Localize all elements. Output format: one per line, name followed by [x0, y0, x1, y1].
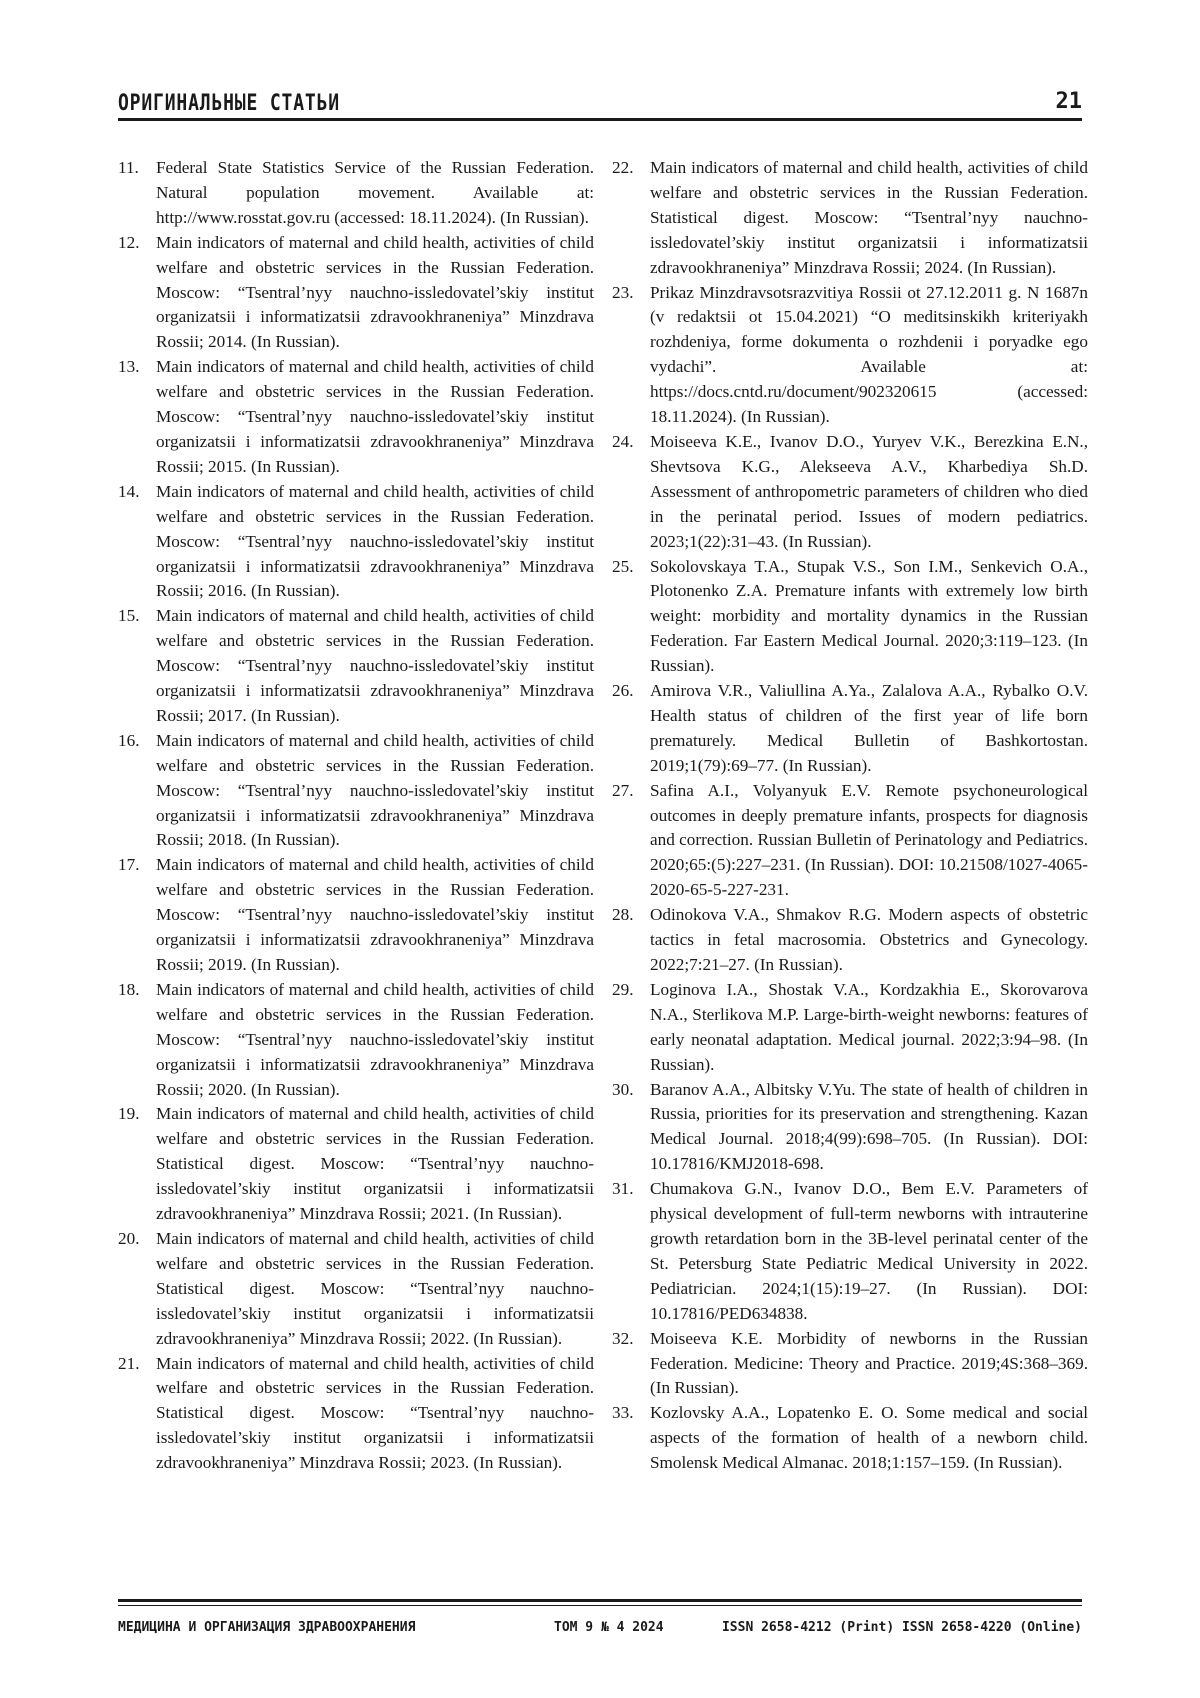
reference-item — [118, 1102, 594, 1227]
reference-item — [118, 480, 594, 605]
reference-item — [612, 1177, 1088, 1326]
reference-text: Main indicators of maternal and child health, activities of child welfare and obstetric services in the Russian Federation. Moscow: “Tsentral’nyy nauchno-issledovatel’skiy institut organizatsii i informatizatsii zdravookhraneniya” Minzdrava Rossii; 2017. (In Russian). — [156, 606, 594, 725]
references-left-column — [118, 156, 594, 1476]
reference-number: 23. — [612, 282, 634, 302]
reference-number: 30. — [612, 1079, 634, 1099]
reference-text: Odinokova V.A., Shmakov R.G. Modern aspects of obstetric tactics in fetal macrosomia. Obstetrics and Gynecology. 2022;7:21–27. (In Russian). — [650, 905, 1088, 974]
reference-text: Safina A.I., Volyanyuk E.V. Remote psychoneurological outcomes in deeply premature infants, prospects for diagnosis and correction. Russian Bulletin of Perinatology and Pediatrics. 2020;65:(5):227–231. (In Russian). DOI: 10.21508/1027-4065-2020-65-5-227-231. — [650, 780, 1088, 900]
reference-item — [612, 679, 1088, 779]
reference-item — [612, 555, 1088, 680]
reference-item — [118, 853, 594, 978]
reference-item — [612, 156, 1088, 281]
references-right-column — [612, 156, 1088, 1476]
reference-item — [612, 978, 1088, 1078]
reference-item — [118, 729, 594, 854]
reference-text: Kozlovsky A.A., Lopatenko E. O. Some medical and social aspects of the formation of health of a newborn child. Smolensk Medical Almanac. 2018;1:157–159. (In Russian). — [650, 1403, 1088, 1473]
footer-rule-thin — [118, 1605, 1082, 1606]
reference-number: 22. — [612, 158, 634, 177]
reference-number: 26. — [612, 681, 634, 701]
reference-number: 24. — [612, 431, 634, 451]
reference-number: 20. — [118, 1228, 140, 1248]
page-footer — [118, 1620, 1082, 1640]
reference-number: 14. — [118, 481, 140, 501]
reference-number: 12. — [118, 232, 140, 252]
reference-text: Federal State Statistics Service of the Russian Federation. Natural population movement. Available at: http://www.rosstat.gov.ru (accessed: 18.11.2024). (In Russian). — [156, 158, 594, 227]
footer-journal-name: МЕДИЦИНА И ОРГАНИЗАЦИЯ ЗДРАВООХРАНЕНИЯ — [118, 1620, 416, 1635]
reference-item — [118, 156, 594, 231]
reference-number: 18. — [118, 979, 140, 999]
running-header — [118, 88, 1086, 116]
footer-rule — [118, 1599, 1082, 1602]
reference-number: 32. — [612, 1328, 634, 1348]
footer-issn: ISSN 2658-4212 (Print) ISSN 2658-4220 (Online) — [721, 1620, 1082, 1635]
reference-text: Main indicators of maternal and child health, activities of child welfare and obstetric services in the Russian Federation. Moscow: “Tsentral’nyy nauchno-issledovatel’skiy institut organizatsii i informatizatsii zdravookhraneniya” Minzdrava Rossii; 2014. (In Russian). — [156, 232, 594, 352]
reference-number: 27. — [612, 780, 634, 800]
reference-text: Main indicators of maternal and child health, activities of child welfare and obstetric services in the Russian Federation. Moscow: “Tsentral’nyy nauchno-issledovatel’skiy institut organizatsii i informatizatsii zdravookhraneniya” Minzdrava Rossii; 2018. (In Russian). — [156, 730, 594, 850]
reference-number: 16. — [118, 730, 140, 750]
reference-text: Moiseeva K.E. Morbidity of newborns in the Russian Federation. Medicine: Theory and Practice. 2019;4S:368–369. (In Russian). — [650, 1328, 1088, 1398]
reference-item — [118, 231, 594, 356]
reference-text: Main indicators of maternal and child health, activities of child welfare and obstetric services in the Russian Federation. Statistical digest. Moscow: “Tsentral’nyy nauchno-issledovatel’skiy institut organizatsii i informatizatsii zdravookhraneniya” Minzdrava Rossii; 2022. (In Russian). — [156, 1228, 594, 1348]
reference-text: Main indicators of maternal and child health, activities of child welfare and obstetric services in the Russian Federation. Statistical digest. Moscow: “Tsentral’nyy nauchno-issledovatel’skiy institut organizatsii i informatizatsii zdravookhraneniya” Minzdrava Rossii; 2021. (In Russian). — [156, 1104, 594, 1224]
reference-number: 33. — [612, 1403, 634, 1423]
reference-item — [612, 1401, 1088, 1476]
reference-text: Main indicators of maternal and child health, activities of child welfare and obstetric services in the Russian Federation. Moscow: “Tsentral’nyy nauchno-issledovatel’skiy institut organizatsii i informatizatsii zdravookhraneniya” Minzdrava Rossii; 2020. (In Russian). — [156, 979, 594, 1099]
reference-number: 11. — [118, 158, 139, 177]
reference-text: Main indicators of maternal and child health, activities of child welfare and obstetric services in the Russian Federation. Moscow: “Tsentral’nyy nauchno-issledovatel’skiy institut organizatsii i informatizatsii zdravookhraneniya” Minzdrava Rossii; 2019. (In Russian). — [156, 855, 594, 974]
reference-item — [118, 1352, 594, 1477]
reference-number: 15. — [118, 606, 140, 626]
reference-text: Chumakova G.N., Ivanov D.O., Bem E.V. Parameters of physical development of full-term newborns with intrauterine growth retardation born in the 3B-level perinatal center of the St. Petersburg State Pediatric Medical University in 2022. Pediatrician. 2024;1(15):19–27. (In Russian). DOI: 10.17816/PED634838. — [650, 1179, 1088, 1323]
footer-issue: ТОМ 9 № 4 2024 — [554, 1620, 664, 1635]
reference-number: 28. — [612, 905, 634, 925]
reference-item — [612, 1078, 1088, 1178]
reference-text: Main indicators of maternal and child health, activities of child welfare and obstetric services in the Russian Federation. Moscow: “Tsentral’nyy nauchno-issledovatel’skiy institut organizatsii i informatizatsii zdravookhraneniya” Minzdrava Rossii; 2016. (In Russian). — [156, 481, 594, 601]
reference-number: 19. — [118, 1104, 140, 1124]
reference-text: Main indicators of maternal and child health, activities of child welfare and obstetric services in the Russian Federation. Statistical digest. Moscow: “Tsentral’nyy nauchno-issledovatel’skiy institut organizatsii i informatizatsii zdravookhraneniya” Minzdrava Rossii; 2024. (In Russian). — [650, 158, 1088, 277]
reference-text: Sokolovskaya T.A., Stupak V.S., Son I.M., Senkevich O.A., Plotonenko Z.A. Premature infants with extremely low birth weight: morbidity and mortality dynamics in the Russian Federation. Far Eastern Medical Journal. 2020;3:119–123. (In Russian). — [650, 556, 1088, 676]
reference-text: Main indicators of maternal and child health, activities of child welfare and obstetric services in the Russian Federation. Moscow: “Tsentral’nyy nauchno-issledovatel’skiy institut organizatsii i informatizatsii zdravookhraneniya” Minzdrava Rossii; 2015. (In Russian). — [156, 357, 594, 476]
reference-item — [612, 903, 1088, 978]
reference-text: Amirova V.R., Valiullina A.Ya., Zalalova A.A., Rybalko O.V. Health status of children of the first year of life born prematurely. Medical Bulletin of Bashkortostan. 2019;1(79):69–77. (In Russian). — [650, 681, 1088, 775]
reference-text: Loginova I.A., Shostak V.A., Kordzakhia E., Skorovarova N.A., Sterlikova M.P. Large-birth-weight newborns: features of early neonatal adaptation. Medical journal. 2022;3:94–98. (In Russian). — [650, 979, 1088, 1074]
reference-number: 29. — [612, 979, 634, 999]
section-title: ОРИГИНАЛЬНЫЕ СТАТЬИ — [118, 91, 340, 116]
reference-text: Prikaz Minzdravsotsrazvitiya Rossii ot 27.12.2011 g. N 1687n (v redaktsii ot 15.04.2021) “O meditsinskikh kriteriyakh rozhdeniya, forme dokumenta o rozhdenii i poryadke ego vydachi”. Available at: https://docs.cntd.ru/document/902320615 (accessed: 18.11.2024). (In Russian). — [650, 282, 1088, 427]
reference-text: Baranov A.A., Albitsky V.Yu. The state of health of children in Russia, priorities for its preservation and strengthening. Kazan Medical Journal. 2018;4(99):698–705. (In Russian). DOI: 10.17816/KMJ2018-698. — [650, 1079, 1088, 1174]
reference-item — [612, 430, 1088, 555]
reference-text: Main indicators of maternal and child health, activities of child welfare and obstetric services in the Russian Federation. Statistical digest. Moscow: “Tsentral’nyy nauchno-issledovatel’skiy institut organizatsii i informatizatsii zdravookhraneniya” Minzdrava Rossii; 2023. (In Russian). — [156, 1353, 594, 1473]
reference-item — [612, 779, 1088, 904]
reference-number: 17. — [118, 855, 140, 875]
reference-item — [612, 281, 1088, 430]
reference-item — [118, 355, 594, 480]
reference-number: 25. — [612, 556, 634, 576]
reference-number: 13. — [118, 357, 140, 377]
reference-item — [612, 1327, 1088, 1402]
reference-item — [118, 978, 594, 1103]
reference-number: 21. — [118, 1353, 140, 1373]
reference-number: 31. — [612, 1179, 634, 1199]
reference-item — [118, 604, 594, 729]
header-rule — [118, 118, 1082, 121]
page-number: 21 — [1055, 89, 1082, 114]
reference-item — [118, 1227, 594, 1352]
reference-text: Moiseeva K.E., Ivanov D.O., Yuryev V.K., Berezkina E.N., Shevtsova K.G., Alekseeva A.V., Kharbediya Sh.D. Assessment of anthropometric parameters of children who died in the perinatal period. Issues of modern pediatrics. 2023;1(22):31–43. (In Russian). — [650, 431, 1088, 551]
